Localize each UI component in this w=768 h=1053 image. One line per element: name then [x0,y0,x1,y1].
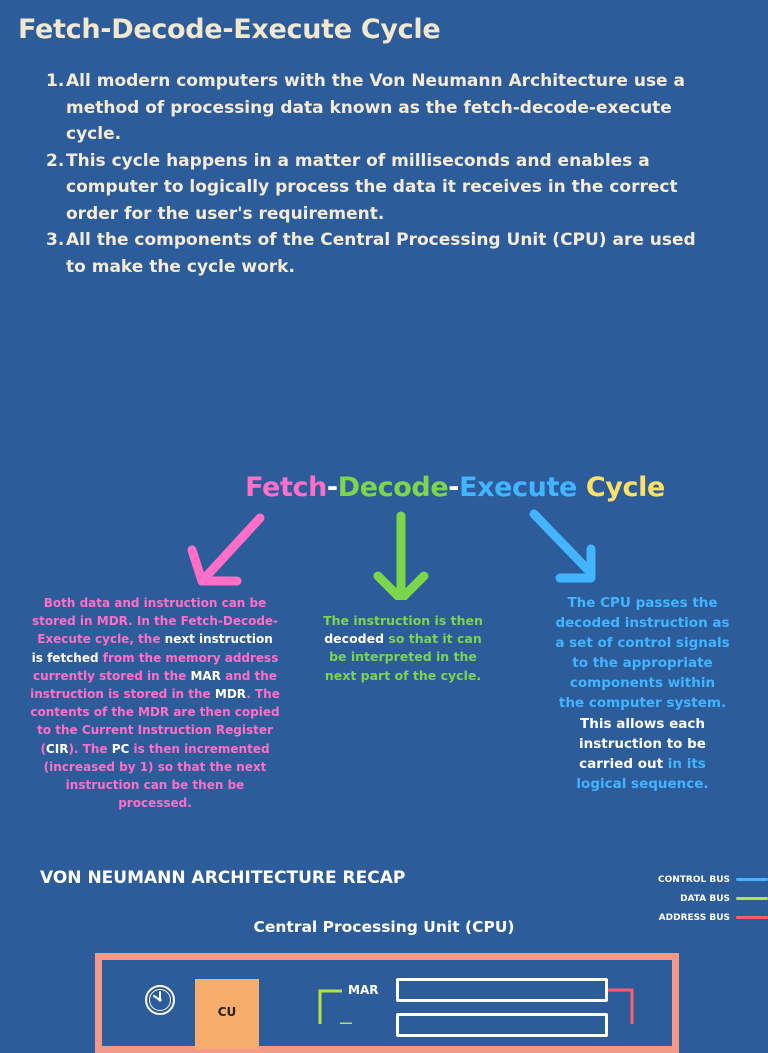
arrows-diagram [0,500,768,600]
fetch-desc-highlight: CIR [45,741,69,756]
decode-desc-text: so that it can be interpreted in the next part of the cycle. [324,631,482,683]
intro-item [46,68,706,148]
intro-item [46,148,706,228]
decode-desc-highlight: decoded [324,631,385,647]
control-unit-label: CU [217,1005,237,1019]
fetch-arrow-icon [192,518,260,581]
fetch-desc-highlight: next instruction is fetched [31,632,273,665]
fetch-desc-highlight: PC [111,741,130,756]
control-bus-line [736,878,768,881]
data-bus-line [736,897,768,900]
control-unit [195,979,259,1049]
clock-icon [143,983,177,1017]
intro-item-number: 3. [46,230,65,250]
fetch-desc-highlight: MDR [214,687,247,702]
mar-register [396,978,608,1002]
execute-desc-text: in its logical sequence. [576,755,709,792]
cycle-heading-dash: - [326,472,338,503]
intro-item-number: 1. [46,71,65,91]
cycle-heading-fetch: Fetch [245,472,327,503]
intro-item-text: All the components of the Central Processing Unit (CPU) are used to make the cycle work. [66,230,696,277]
cycle-heading-cycle: Cycle [585,472,665,503]
fetch-desc-text: . The contents of the MDR are then copied to the Current Instruction Register ( [30,687,280,756]
execute-desc-highlight: allows each instruction to be carried out [579,715,706,772]
execute-desc-text: The CPU passes the decoded instruction as a set of control signals to the appropriate components within the computer system. [555,595,730,712]
intro-item [46,227,706,280]
execute-desc-highlight: This [580,715,612,732]
cycle-heading-decode: Decode [337,472,449,503]
intro-item-number: 2. [46,150,65,171]
decode-arrow-icon [378,516,424,599]
cycle-heading [0,472,768,503]
cycle-heading-execute: Execute [459,472,577,503]
fetch-desc-text: is then incremented (increased by 1) so that the next instruction can be then be processed. [43,741,270,811]
recap-heading: VON NEUMANN ARCHITECTURE RECAP [40,868,406,888]
decode-description [318,612,488,685]
fetch-desc-text: ). The [68,741,112,756]
legend-label: CONTROL BUS [657,874,730,885]
mar-label: MAR [348,983,379,997]
fetch-desc-text: and the instruction is stored in the [30,668,277,702]
intro-item-text: All modern computers with the Von Neumann Architecture use a method of processing data known as the fetch-decode-execute cycle. [66,71,685,144]
execute-arrow-icon [534,514,591,578]
legend-item [628,889,768,908]
register-box [396,1013,608,1037]
intro-list [46,68,706,280]
cycle-heading-dash: - [448,472,460,503]
fetch-desc-text: from the memory address currently stored in the [33,650,279,683]
legend-label: ADDRESS BUS [658,912,730,923]
execute-description [555,593,730,794]
decode-desc-text: The instruction is then [323,613,483,628]
legend-item [628,870,768,889]
page-title: Fetch-Decode-Execute Cycle [18,14,441,45]
fetch-desc-text: Both data and instruction can be stored in MDR. In the Fetch-Decode-Execute cycle, the [31,596,279,647]
fetch-description [30,594,280,812]
fetch-desc-highlight: MAR [190,668,221,683]
legend-label: DATA BUS [680,893,730,904]
cpu-title: Central Processing Unit (CPU) [253,918,515,936]
intro-item-text: This cycle happens in a matter of milliseconds and enables a computer to logically process the data it receives in the correct order for the user's requirement. [66,150,678,224]
